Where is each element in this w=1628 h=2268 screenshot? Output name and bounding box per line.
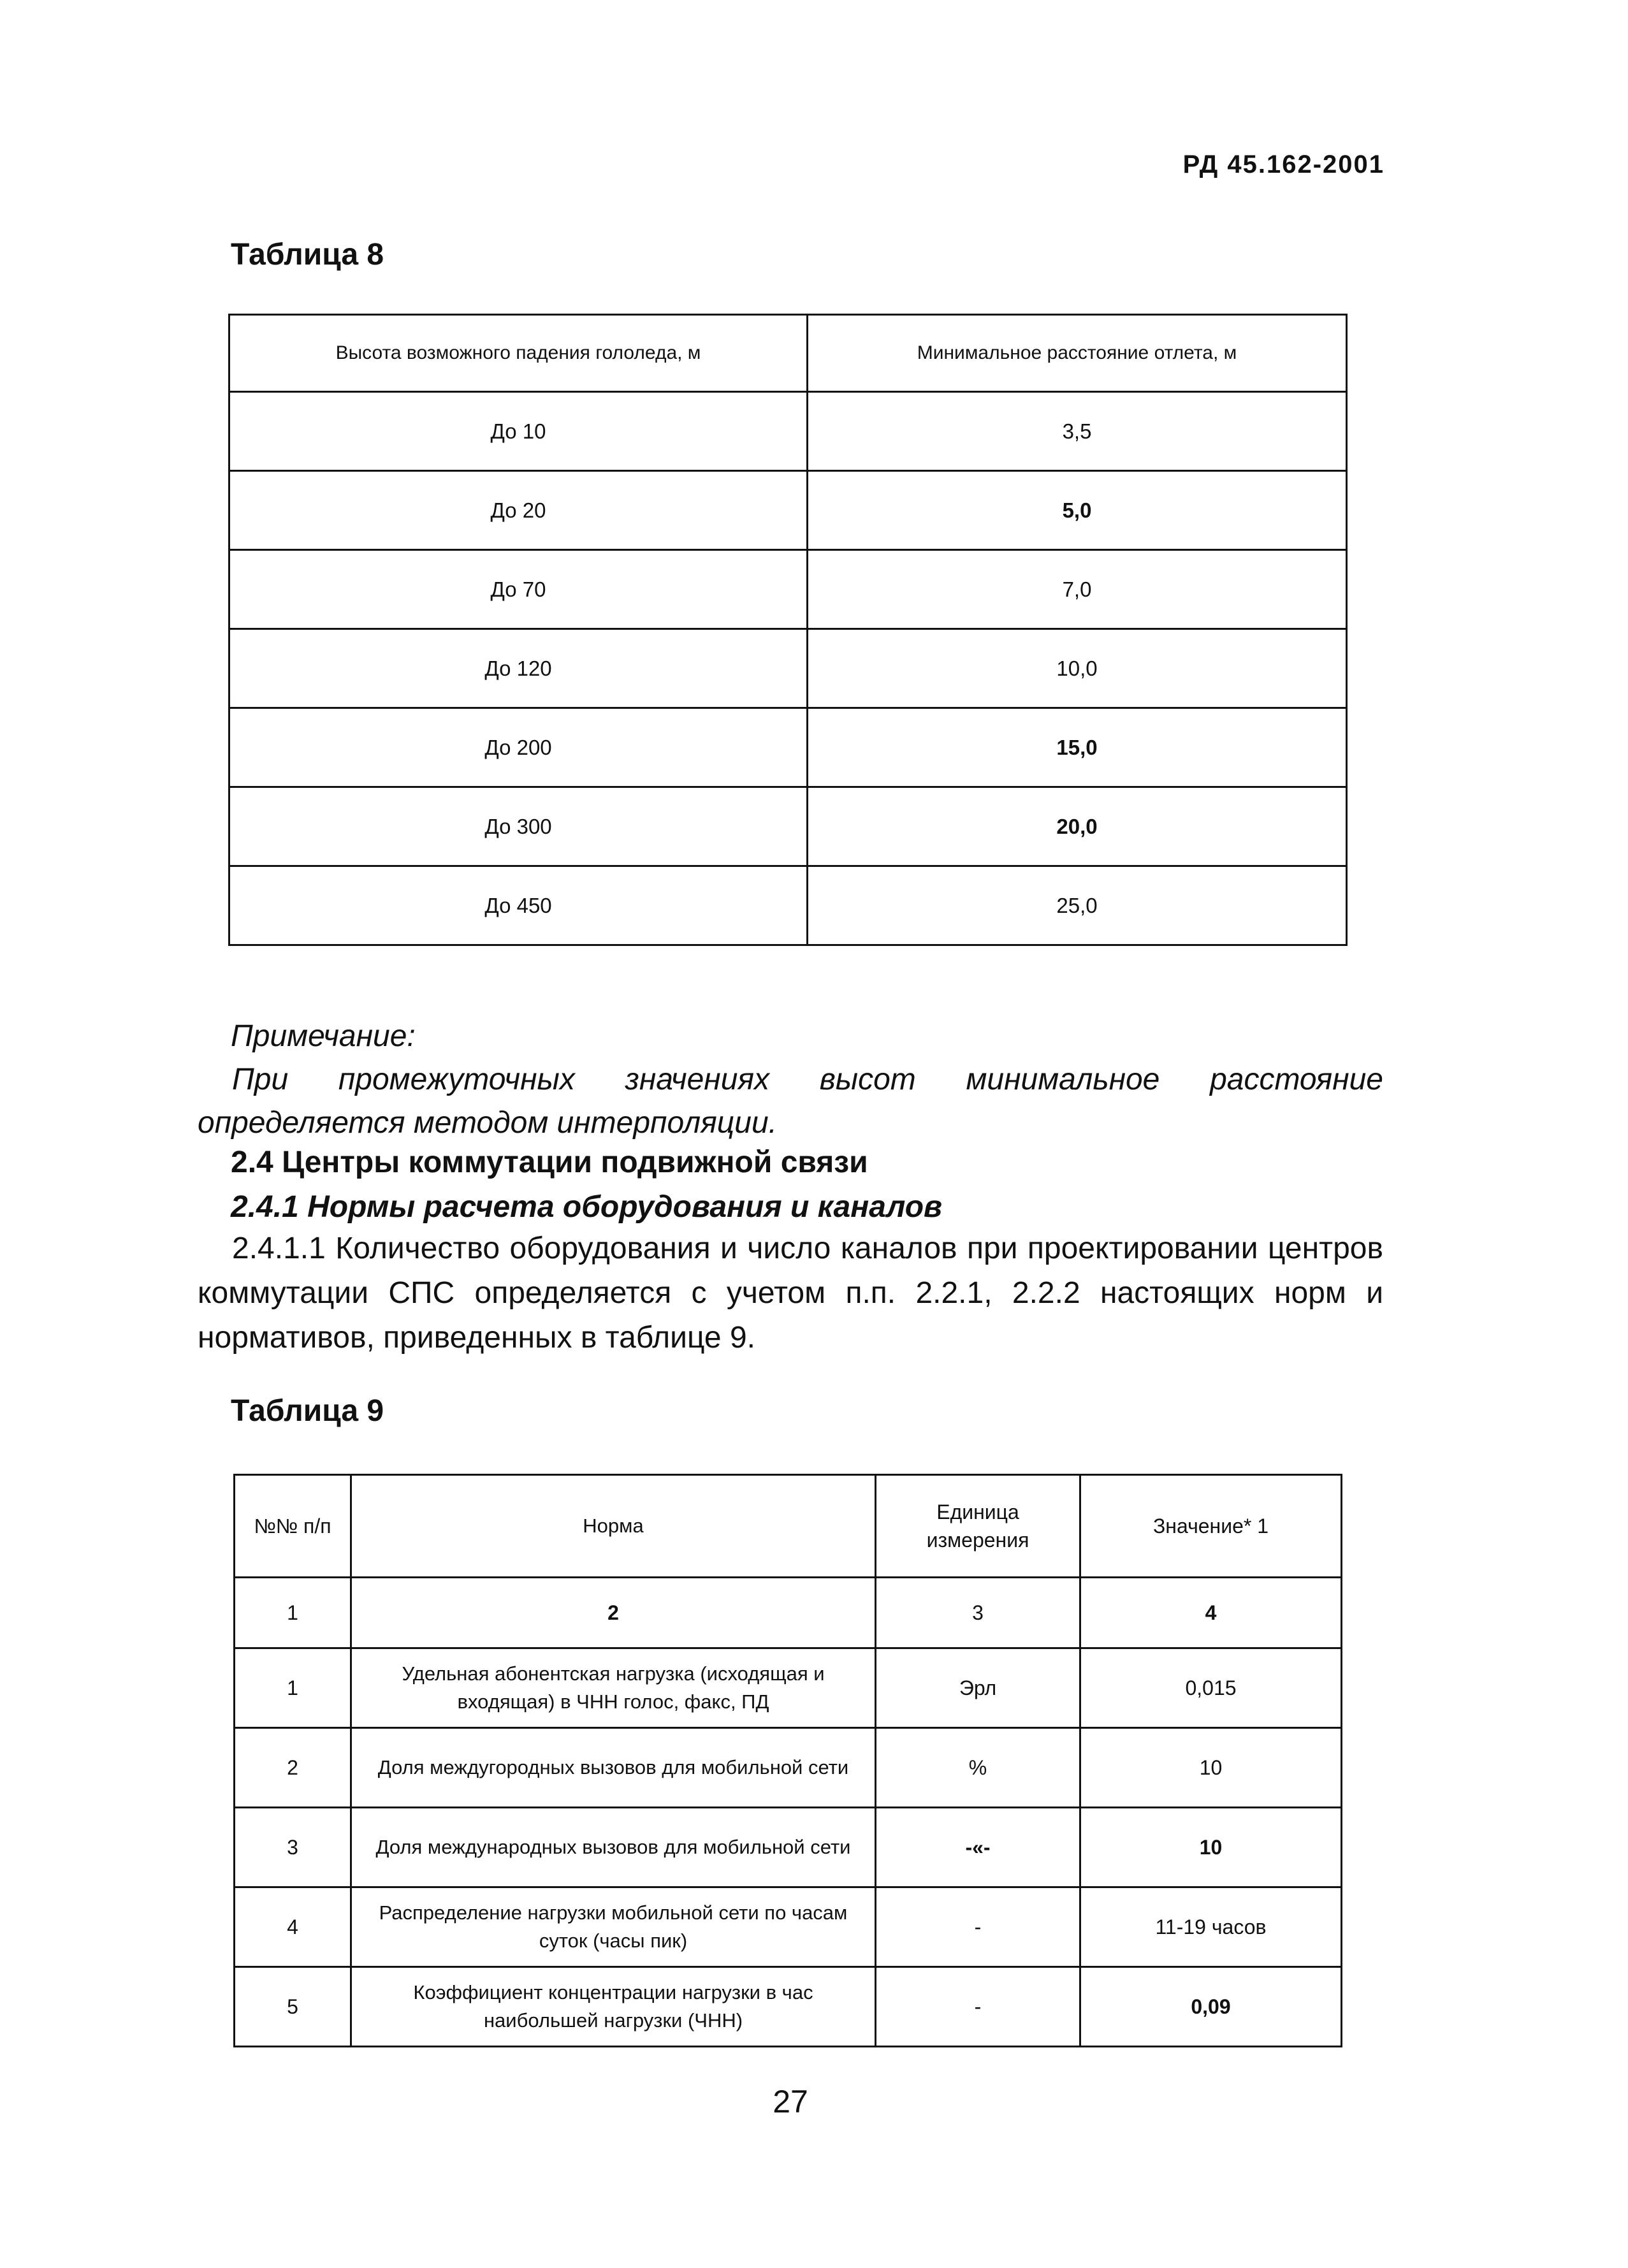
table-row	[229, 787, 1347, 866]
table-cell: %	[876, 1728, 1080, 1808]
table-cell: 3,5	[808, 392, 1347, 471]
table-row	[235, 1808, 1342, 1887]
table-row	[235, 1728, 1342, 1808]
table-8	[228, 314, 1348, 946]
table-cell: -«-	[876, 1808, 1080, 1887]
table-row	[229, 629, 1347, 708]
table-cell: До 300	[229, 787, 808, 866]
table-row	[229, 550, 1347, 629]
table-header-cell: Высота возможного падения гололеда, м	[229, 315, 808, 392]
table-header-cell: Норма	[351, 1475, 876, 1578]
table-cell: -	[876, 1967, 1080, 2047]
subsection-heading: 2.4.1 Нормы расчета оборудования и каналов	[231, 1190, 943, 1224]
table-cell: Доля междугородных вызовов для мобильной сети	[351, 1728, 876, 1808]
table-8-title: Таблица 8	[231, 238, 384, 272]
table-cell: 7,0	[808, 550, 1347, 629]
table-cell: 10,0	[808, 629, 1347, 708]
table-cell: 20,0	[808, 787, 1347, 866]
table-cell: 0,015	[1080, 1648, 1342, 1728]
table-cell: До 10	[229, 392, 808, 471]
table-cell: 1	[235, 1578, 351, 1648]
table-cell: 15,0	[808, 708, 1347, 787]
body-paragraph: 2.4.1.1 Количество оборудования и число каналов при проектировании центров коммутации СПС определяется с учетом п.п. 2.2.1, 2.2.2 настоящих норм и нормативов, приведенных в таблице 9.	[198, 1232, 1383, 1355]
table-cell: 1	[235, 1648, 351, 1728]
table-cell: 5,0	[808, 471, 1347, 550]
table-row	[229, 708, 1347, 787]
column-number-row	[235, 1578, 1342, 1648]
table-cell: 3	[235, 1808, 351, 1887]
table-cell: Удельная абонентская нагрузка (исходящая и входящая) в ЧНН голос, факс, ПД	[351, 1648, 876, 1728]
table-cell: До 120	[229, 629, 808, 708]
table-cell: Эрл	[876, 1648, 1080, 1728]
table-row	[235, 1887, 1342, 1967]
table-header-cell: №№ п/п	[235, 1475, 351, 1578]
table-cell: До 200	[229, 708, 808, 787]
section-heading: 2.4 Центры коммутации подвижной связи	[231, 1145, 868, 1179]
table-cell: -	[876, 1887, 1080, 1967]
table-header-cell: Единица измерения	[876, 1475, 1080, 1578]
note-label: Примечание:	[231, 1019, 416, 1053]
table-cell: Коэффициент концентрации нагрузки в час наибольшей нагрузки (ЧНН)	[351, 1967, 876, 2047]
table-9	[233, 1474, 1342, 2047]
table-row	[229, 866, 1347, 945]
table-row	[229, 471, 1347, 550]
table-cell: 2	[351, 1578, 876, 1648]
table-9-title: Таблица 9	[231, 1394, 384, 1428]
table-cell: Распределение нагрузки мобильной сети по часам суток (часы пик)	[351, 1887, 876, 1967]
table-cell: 4	[235, 1887, 351, 1967]
document-code: РД 45.162-2001	[1182, 150, 1385, 178]
table-header-row	[229, 315, 1347, 392]
table-cell: Доля международных вызовов для мобильной сети	[351, 1808, 876, 1887]
table-row	[229, 392, 1347, 471]
table-header-row	[235, 1475, 1342, 1578]
page-number: 27	[773, 2084, 808, 2119]
table-cell: 25,0	[808, 866, 1347, 945]
table-cell: 4	[1080, 1578, 1342, 1648]
note-text: При промежуточных значениях высот минимальное расстояние определяется методом интерполяции.	[198, 1063, 1383, 1140]
table-cell: 2	[235, 1728, 351, 1808]
table-cell: 3	[876, 1578, 1080, 1648]
table-cell: До 20	[229, 471, 808, 550]
table-header-cell: Минимальное расстояние отлета, м	[808, 315, 1347, 392]
table-cell: До 70	[229, 550, 808, 629]
table-cell: 10	[1080, 1808, 1342, 1887]
table-row	[235, 1967, 1342, 2047]
table-header-cell: Значение* 1	[1080, 1475, 1342, 1578]
table-cell: 0,09	[1080, 1967, 1342, 2047]
table-row	[235, 1648, 1342, 1728]
table-cell: До 450	[229, 866, 808, 945]
table-cell: 5	[235, 1967, 351, 2047]
table-cell: 10	[1080, 1728, 1342, 1808]
table-cell: 11-19 часов	[1080, 1887, 1342, 1967]
